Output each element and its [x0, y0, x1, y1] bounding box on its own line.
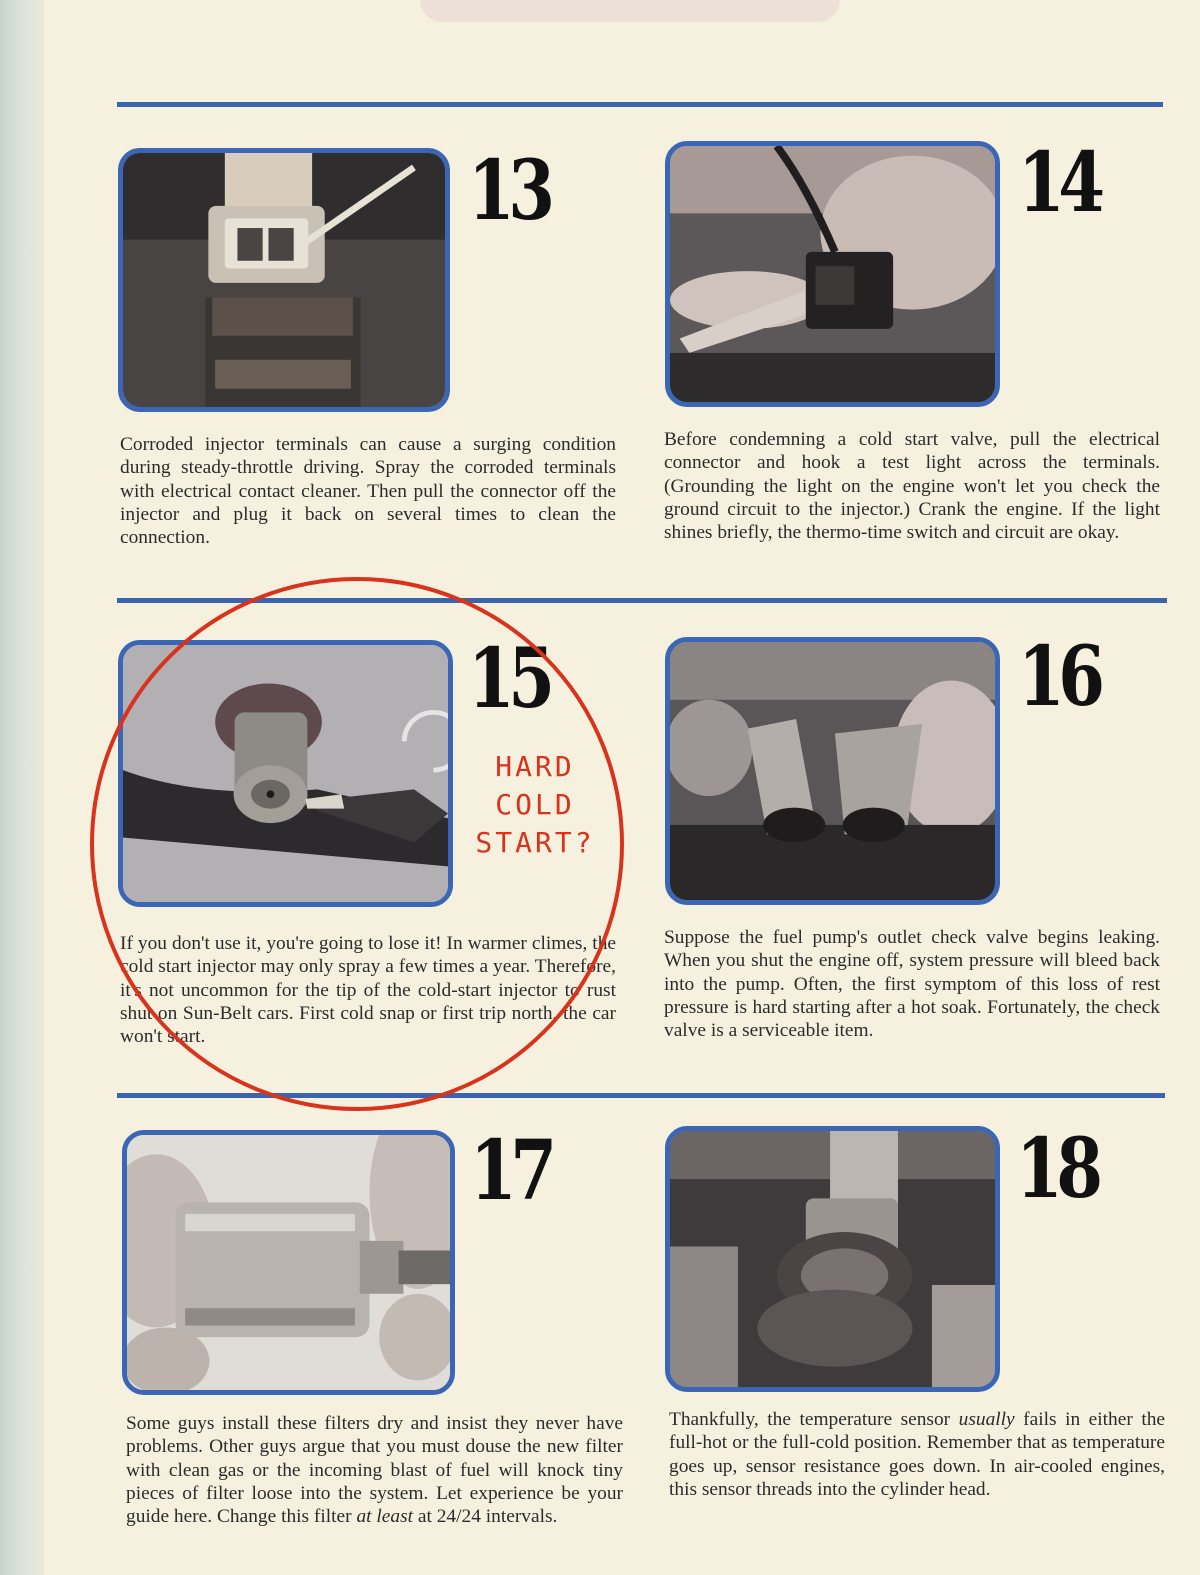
step-caption [126, 1412, 623, 1528]
caption-text: Thankfully, the temperature sensor [669, 1409, 959, 1430]
caption-text: at 24/24 intervals. [413, 1506, 558, 1528]
step-number: 13 [468, 143, 549, 239]
caption-text: Some guys install these filters dry and insist they never have problems. Other guys argue that you must douse the new filter with clean gas or the incoming blast of fuel will knock tiny pieces of filter loose into the system. Let experience be your guide here. Change this filter [126, 1413, 623, 1528]
caption-text: fails in either the full-hot or the full-cold position. Remember that as temperature goes up, sensor resistance goes down. In air-cooled engines, this sensor threads into the cylinder head. [669, 1409, 1166, 1500]
test-light-photo [665, 141, 1000, 407]
step-caption: If you don't use it, you're going to lose it! In warmer climes, the cold start injector may only spray a few times a year. Therefore, it's not uncommon for the tip of the cold-start injector to rust shut on Sun-Belt cars. First cold snap or first trip north, the car won't start. [120, 933, 616, 1048]
step-caption: Corroded injector terminals can cause a surging condition during steady-throttle driving. Spray the corroded terminals with electrical contact cleaner. Then pull the connector off the injector and plug it back on several times to clean the connection. [120, 434, 616, 549]
annotation-line: HARD [495, 750, 575, 783]
step-caption [669, 1408, 1165, 1501]
annotation-line: COLD [495, 788, 575, 821]
page-spine [0, 0, 44, 1575]
annotation-line: START? [475, 826, 595, 859]
step-number: 18 [1016, 1121, 1097, 1217]
caption-emphasis: usually [958, 1409, 1015, 1430]
step-number: 14 [1018, 135, 1099, 231]
injector-terminal-photo [118, 148, 450, 412]
step-number: 16 [1018, 629, 1099, 725]
section-rule-top [117, 102, 1163, 107]
caption-emphasis: at least [356, 1506, 414, 1528]
step-caption: Before condemning a cold start valve, pull the electrical connector and hook a test light across the terminals. (Grounding the light on the engine won't let you check the ground circuit to the injector.) Crank the engine. If the light shines briefly, the thermo-time switch and circuit are okay. [664, 429, 1160, 544]
fuel-filter-photo [122, 1130, 455, 1395]
temperature-sensor-photo [665, 1126, 1000, 1392]
step-number: 17 [470, 1123, 551, 1219]
check-valve-photo [665, 637, 1000, 905]
page-tint [420, 0, 840, 22]
step-caption: Suppose the fuel pump's outlet check valve begins leaking. When you shut the engine off, system pressure will bleed back into the pump. Often, the first symptom of this loss of rest pressure is hard starting after a hot soak. Fortunately, the check valve is a serviceable item. [664, 927, 1160, 1042]
annotation-note [462, 748, 608, 862]
step-number: 15 [468, 631, 549, 727]
